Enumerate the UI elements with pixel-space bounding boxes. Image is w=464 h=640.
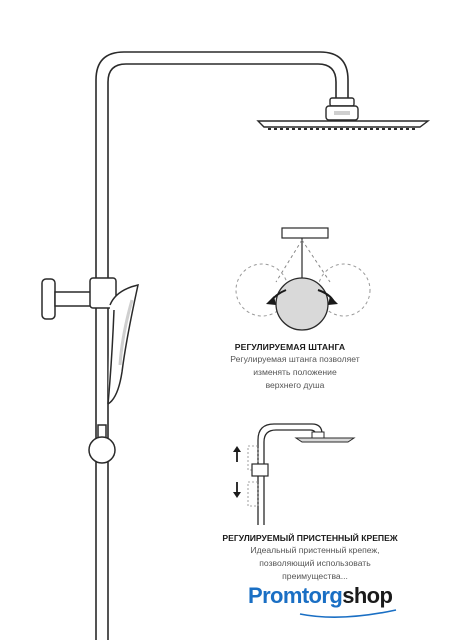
description-line: преимущества... [282, 571, 348, 581]
diverter-knob [89, 425, 115, 463]
description-line: Идеальный пристенный крепеж, [250, 545, 380, 555]
rain-shower-head [258, 98, 428, 129]
adjustable-rod-diagram [236, 228, 370, 330]
description-line: верхнего душа [265, 380, 325, 390]
description-line: изменять положение [253, 367, 337, 377]
feature-title-wall-mount: РЕГУЛИРУЕМЫЙ ПРИСТЕННЫЙ КРЕПЕЖ [222, 533, 398, 543]
wall-mount-adjust-diagram [233, 424, 354, 525]
feature-description-adjustable-rod [220, 353, 370, 392]
wall-mount [42, 278, 116, 319]
logo-text-blue: Promtorg [248, 583, 343, 608]
up-arrow-icon [233, 446, 241, 462]
description-line: Регулируемая штанга позволяет [230, 354, 360, 364]
feature-description-wall-mount [215, 544, 415, 583]
hand-shower [108, 285, 138, 404]
logo-text-dark: shop [342, 583, 393, 608]
down-arrow-icon [233, 482, 241, 498]
description-line: позволяющий использовать [259, 558, 371, 568]
feature-title-adjustable-rod: РЕГУЛИРУЕМАЯ ШТАНГА [234, 342, 346, 352]
promtorgshop-logo [248, 583, 408, 617]
